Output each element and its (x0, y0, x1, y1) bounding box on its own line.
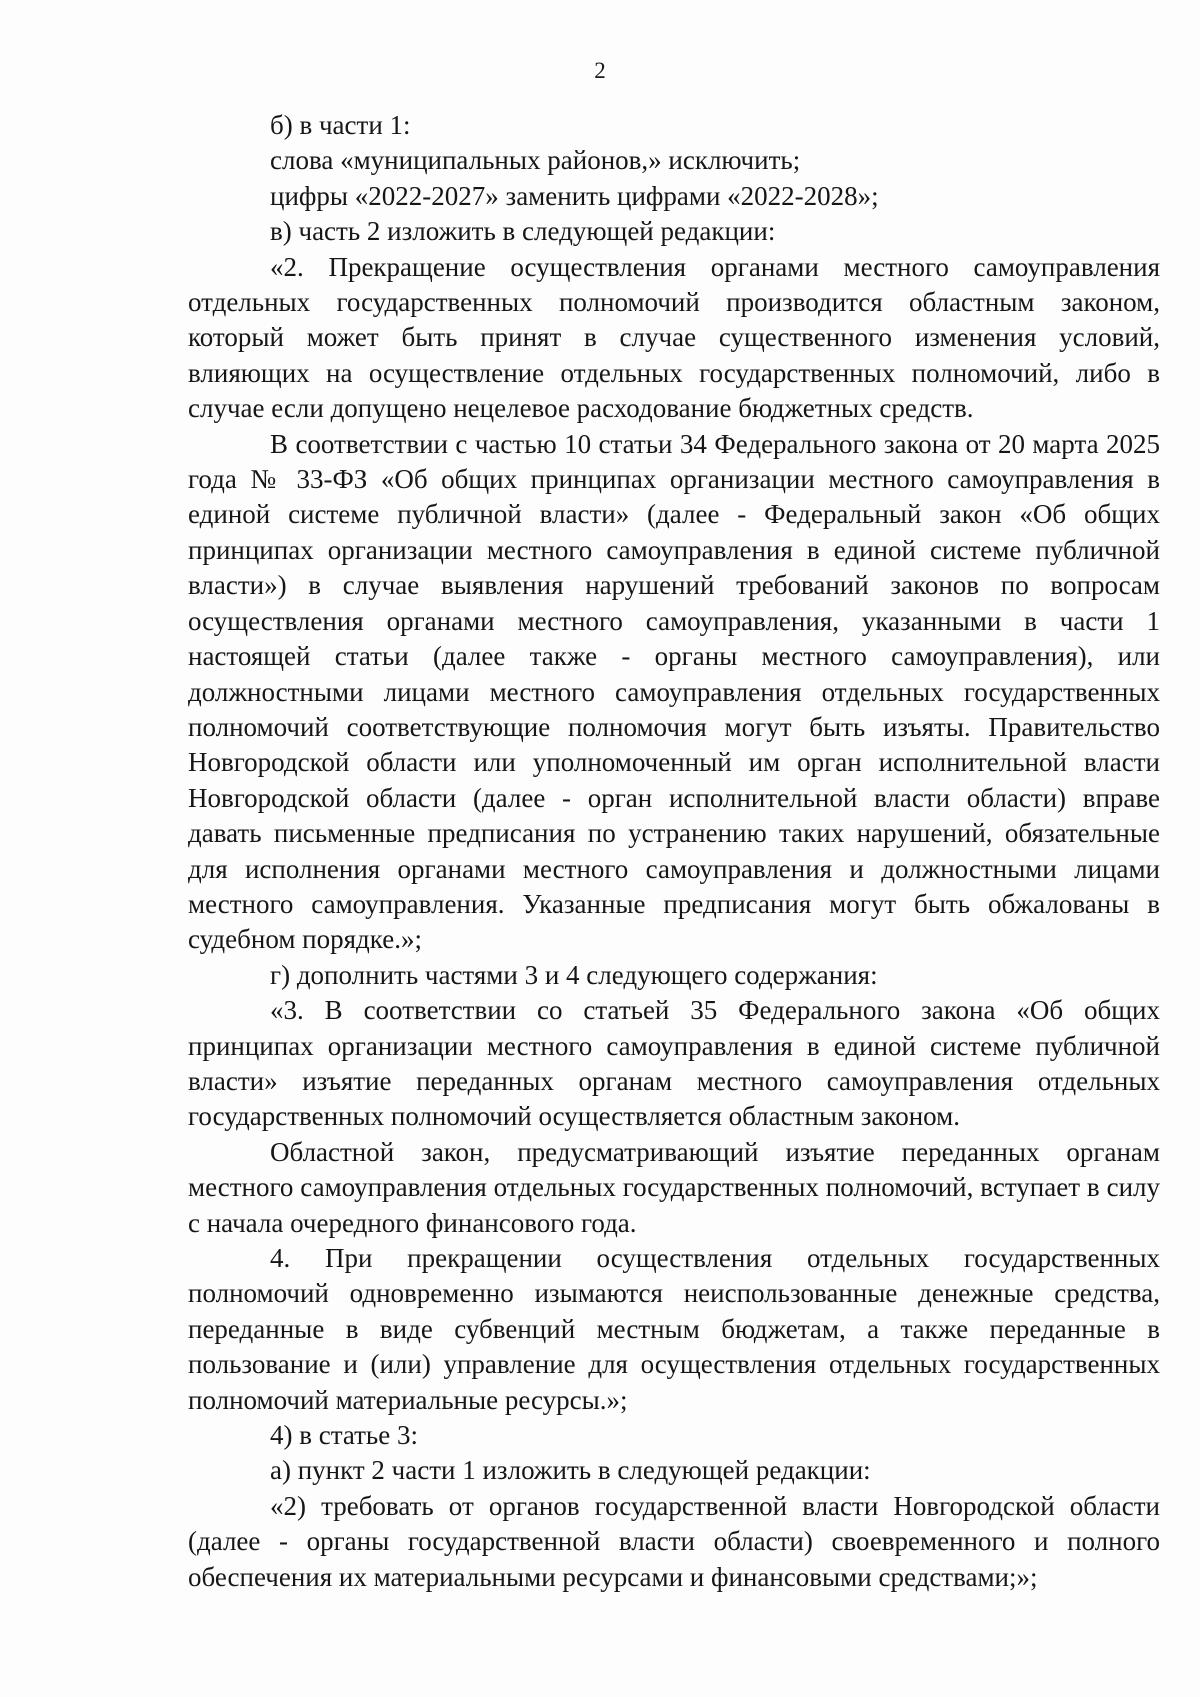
paragraph-item-v: в) часть 2 изложить в следующей редакции: (270, 216, 776, 247)
paragraph-point-2-text: «2) требовать от органов государственной власти Новгородской области (далее - органы государственной власти области) своевременного и полного обеспечения их материальными ресурсами и финансовыми средствами;»; (188, 1490, 1160, 1592)
page-number: 2 (594, 58, 606, 83)
paragraph-item-4: 4) в статье 3: (270, 1420, 418, 1451)
paragraph-federal-law-article-34: В соответствии с частью 10 статьи 34 Федерального закона от 20 марта 2025 года № 33-ФЗ «Об общих принципах организации местного самоуправления в единой системе публичной власти» (далее - Федеральный закон «Об общих принципах организации местного самоуправления в единой системе публичной власти») в случае выявления нарушений требований законов по вопросам осуществления органами местного самоуправления, указанными в части 1 настоящей статьи (далее также - органы местного самоуправления), или должностными лицами местного самоуправления отдельных государственных полномочий соответствующие полномочия могут быть изъяты. Правительство Новгородской области или уполномоченный им орган исполнительной власти Новгородской области (далее - орган исполнительной власти области) вправе давать письменные предписания по устранению таких нарушений, обязательные для исполнения органами местного самоуправления и должностными лицами местного самоуправления. Указанные предписания могут быть обжалованы в судебном порядке.»; (188, 428, 1160, 955)
paragraph-part-2-text: «2. Прекращение осуществления органами местного самоуправления отдельных государственных полномочий производится областным законом, который может быть принят в случае существенного изменения условий, влияющих на осуществление отдельных государственных полномочий, либо в случае если допущено нецелевое расходование бюджетных средств. (188, 251, 1160, 424)
paragraph-item-b: б) в части 1: (270, 110, 411, 140)
paragraph-item-g: г) дополнить частями 3 и 4 следующего содержания: (270, 959, 878, 990)
paragraph-replace-digits: цифры «2022-2027» заменить цифрами «2022-2028»; (270, 180, 879, 211)
paragraph-part-3-text: «3. В соответствии со статьей 35 Федерального закона «Об общих принципах организации местного самоуправления в единой системе публичной власти» изъятие переданных органам местного самоуправления отдельных государственных полномочий осуществляется областным законом. (188, 995, 1160, 1132)
document-body (188, 108, 1160, 1595)
paragraph-exclude-words: слова «муниципальных районов,» исключить; (270, 145, 801, 176)
paragraph-regional-law: Областной закон, предусматривающий изъятие переданных органам местного самоуправления отдельных государственных полномочий, вступает в силу с начала очередного финансового года. (188, 1136, 1160, 1238)
paragraph-item-a: а) пункт 2 части 1 изложить в следующей редакции: (270, 1455, 871, 1486)
paragraph-part-4-text: 4. При прекращении осуществления отдельных государственных полномочий одновременно изымаются неиспользованные денежные средства, переданные в виде субвенций местным бюджетам, а также переданные в пользование и (или) управление для осуществления отдельных государственных полномочий материальные ресурсы.»; (188, 1243, 1160, 1415)
